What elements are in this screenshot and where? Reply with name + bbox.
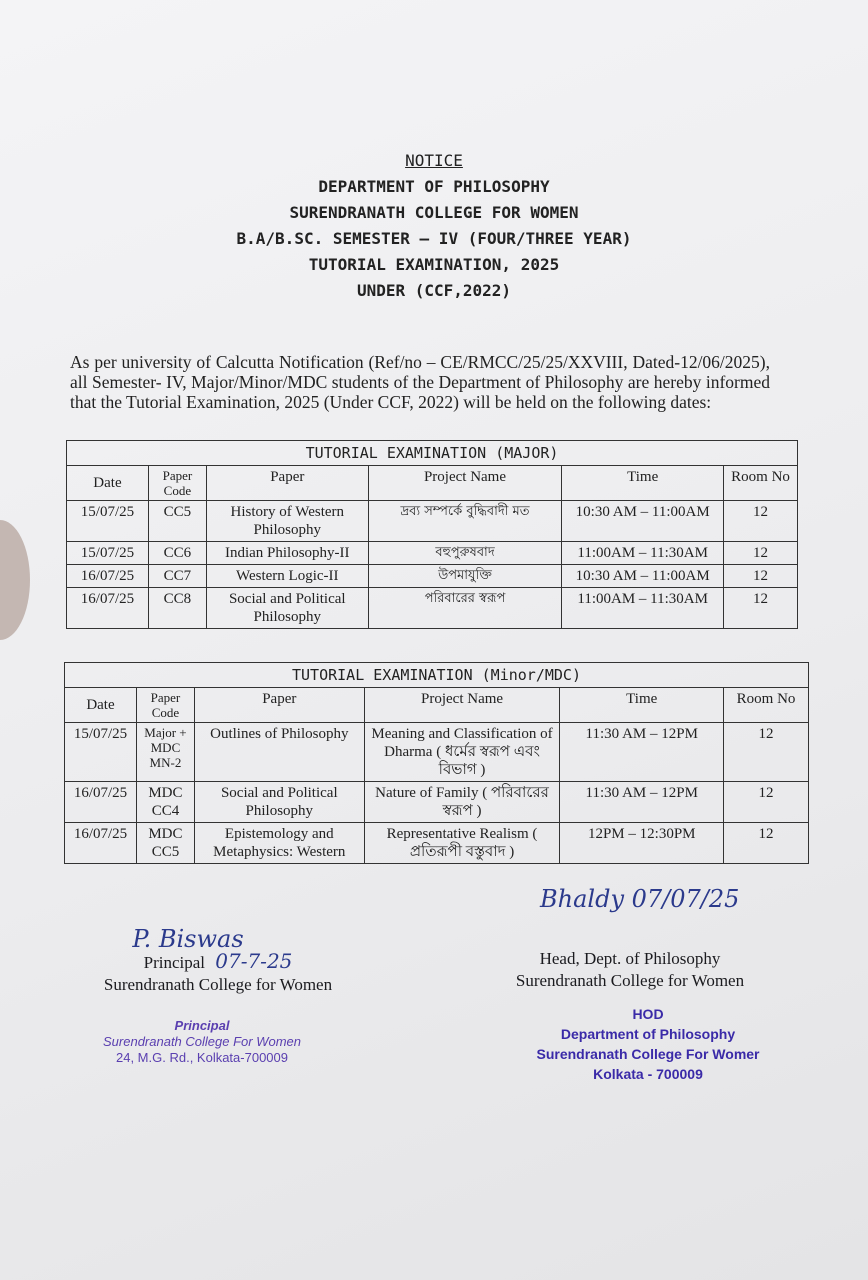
hod-stamp bbox=[528, 1004, 768, 1084]
row-paper: Outlines of Philosophy bbox=[194, 723, 364, 782]
course-line: B.A/B.SC. SEMESTER – IV (FOUR/THREE YEAR) bbox=[236, 229, 632, 248]
table-row bbox=[65, 823, 809, 864]
row-room: 12 bbox=[724, 501, 798, 542]
header-time: Time bbox=[560, 688, 724, 723]
row-code: Major + MDC MN-2 bbox=[136, 723, 194, 782]
row-project: Representative Realism ( প্রতিরূপী বস্তুবাদ ) bbox=[364, 823, 560, 864]
principal-role: Principal bbox=[143, 953, 205, 972]
table-row bbox=[65, 723, 809, 782]
minor-table-title: TUTORIAL EXAMINATION (Minor/MDC) bbox=[65, 663, 809, 688]
minor-table bbox=[64, 662, 809, 864]
department-name: DEPARTMENT OF PHILOSOPHY bbox=[318, 177, 550, 196]
row-date: 16/07/25 bbox=[67, 588, 149, 629]
row-project: Nature of Family ( পরিবারের স্বরূপ ) bbox=[364, 782, 560, 823]
row-time: 11:30 AM – 12PM bbox=[560, 782, 724, 823]
header-paper: Paper bbox=[194, 688, 364, 723]
row-paper: Social and Political Philosophy bbox=[206, 588, 368, 629]
row-time: 10:30 AM – 11:00AM bbox=[562, 501, 724, 542]
principal-date: 07-7-25 bbox=[215, 949, 293, 973]
row-project: উপমাযুক্তি bbox=[368, 565, 562, 588]
row-room: 12 bbox=[724, 723, 809, 782]
header-project: Project Name bbox=[368, 466, 562, 501]
hod-stamp-line1: HOD bbox=[632, 1006, 664, 1022]
row-time: 12PM – 12:30PM bbox=[560, 823, 724, 864]
row-date: 16/07/25 bbox=[65, 782, 137, 823]
table-row bbox=[67, 542, 798, 565]
row-room: 12 bbox=[724, 542, 798, 565]
header-paper-code: Paper Code bbox=[136, 688, 194, 723]
table-row bbox=[67, 588, 798, 629]
principal-signature-block bbox=[68, 925, 368, 996]
table-row bbox=[67, 565, 798, 588]
row-paper: History of Western Philosophy bbox=[206, 501, 368, 542]
row-room: 12 bbox=[724, 588, 798, 629]
row-paper: Western Logic-II bbox=[206, 565, 368, 588]
notice-heading bbox=[0, 148, 868, 304]
row-room: 12 bbox=[724, 823, 809, 864]
college-name: SURENDRANATH COLLEGE FOR WOMEN bbox=[289, 203, 579, 222]
hod-institution: Surendranath College for Women bbox=[515, 971, 745, 990]
hod-stamp-line3: Surendranath College For Womer bbox=[536, 1046, 760, 1062]
stamp-address: 24, M.G. Rd., Kolkata-700009 bbox=[116, 1050, 288, 1065]
row-code: MDC CC4 bbox=[136, 782, 194, 823]
header-date: Date bbox=[65, 688, 137, 723]
row-code: CC8 bbox=[148, 588, 206, 629]
row-room: 12 bbox=[724, 565, 798, 588]
principal-stamp bbox=[92, 1018, 312, 1066]
row-code: MDC CC5 bbox=[136, 823, 194, 864]
hod-role: Head, Dept. of Philosophy bbox=[539, 949, 721, 968]
row-project: বহুপুরুষবাদ bbox=[368, 542, 562, 565]
header-time: Time bbox=[562, 466, 724, 501]
row-code: CC6 bbox=[148, 542, 206, 565]
hod-stamp-line4: Kolkata - 700009 bbox=[593, 1066, 703, 1082]
row-date: 16/07/25 bbox=[67, 565, 149, 588]
intro-paragraph: As per university of Calcutta Notification (Ref/no – CE/RMCC/25/25/XXVIII, Dated-12/06/2025), all Semester- IV, Major/Minor/MDC students of the Department of Philosophy are hereby informed that the Tutorial Examination, 2025 (Under CCF, 2022) will be held on the following dates: bbox=[70, 351, 770, 412]
stamp-college: Surendranath College For Women bbox=[103, 1034, 301, 1049]
row-date: 15/07/25 bbox=[65, 723, 137, 782]
header-paper-code: Paper Code bbox=[148, 466, 206, 501]
exam-line: TUTORIAL EXAMINATION, 2025 bbox=[308, 255, 560, 274]
row-time: 11:30 AM – 12PM bbox=[560, 723, 724, 782]
hod-signature: Bhaldy 07/07/25 bbox=[540, 885, 740, 913]
row-paper: Indian Philosophy-II bbox=[206, 542, 368, 565]
stamp-title: Principal bbox=[174, 1018, 230, 1033]
major-table-title: TUTORIAL EXAMINATION (MAJOR) bbox=[67, 441, 798, 466]
principal-signature: P. Biswas bbox=[132, 925, 244, 953]
table-row bbox=[65, 782, 809, 823]
notice-title: NOTICE bbox=[405, 151, 463, 170]
header-paper: Paper bbox=[206, 466, 368, 501]
header-date: Date bbox=[67, 466, 149, 501]
row-paper: Epistemology and Metaphysics: Western bbox=[194, 823, 364, 864]
row-room: 12 bbox=[724, 782, 809, 823]
row-project: পরিবারের স্বরূপ bbox=[368, 588, 562, 629]
header-project: Project Name bbox=[364, 688, 560, 723]
row-code: CC7 bbox=[148, 565, 206, 588]
header-room: Room No bbox=[724, 466, 798, 501]
row-paper: Social and Political Philosophy bbox=[194, 782, 364, 823]
row-project: Meaning and Classification of Dharma ( ধর্মের স্বরূপ এবং বিভাগ ) bbox=[364, 723, 560, 782]
under-line: UNDER (CCF,2022) bbox=[356, 281, 512, 300]
row-project: দ্রব্য সম্পর্কে বুদ্ধিবাদী মত bbox=[368, 501, 562, 542]
major-table bbox=[66, 440, 798, 629]
row-date: 15/07/25 bbox=[67, 501, 149, 542]
header-room: Room No bbox=[724, 688, 809, 723]
table-row bbox=[67, 501, 798, 542]
row-time: 11:00AM – 11:30AM bbox=[562, 542, 724, 565]
row-time: 10:30 AM – 11:00AM bbox=[562, 565, 724, 588]
hod-stamp-line2: Department of Philosophy bbox=[560, 1026, 736, 1042]
finger-shadow bbox=[0, 520, 30, 640]
hod-signature-block bbox=[500, 885, 760, 992]
row-date: 15/07/25 bbox=[67, 542, 149, 565]
row-time: 11:00AM – 11:30AM bbox=[562, 588, 724, 629]
row-date: 16/07/25 bbox=[65, 823, 137, 864]
row-code: CC5 bbox=[148, 501, 206, 542]
principal-institution: Surendranath College for Women bbox=[103, 975, 333, 994]
